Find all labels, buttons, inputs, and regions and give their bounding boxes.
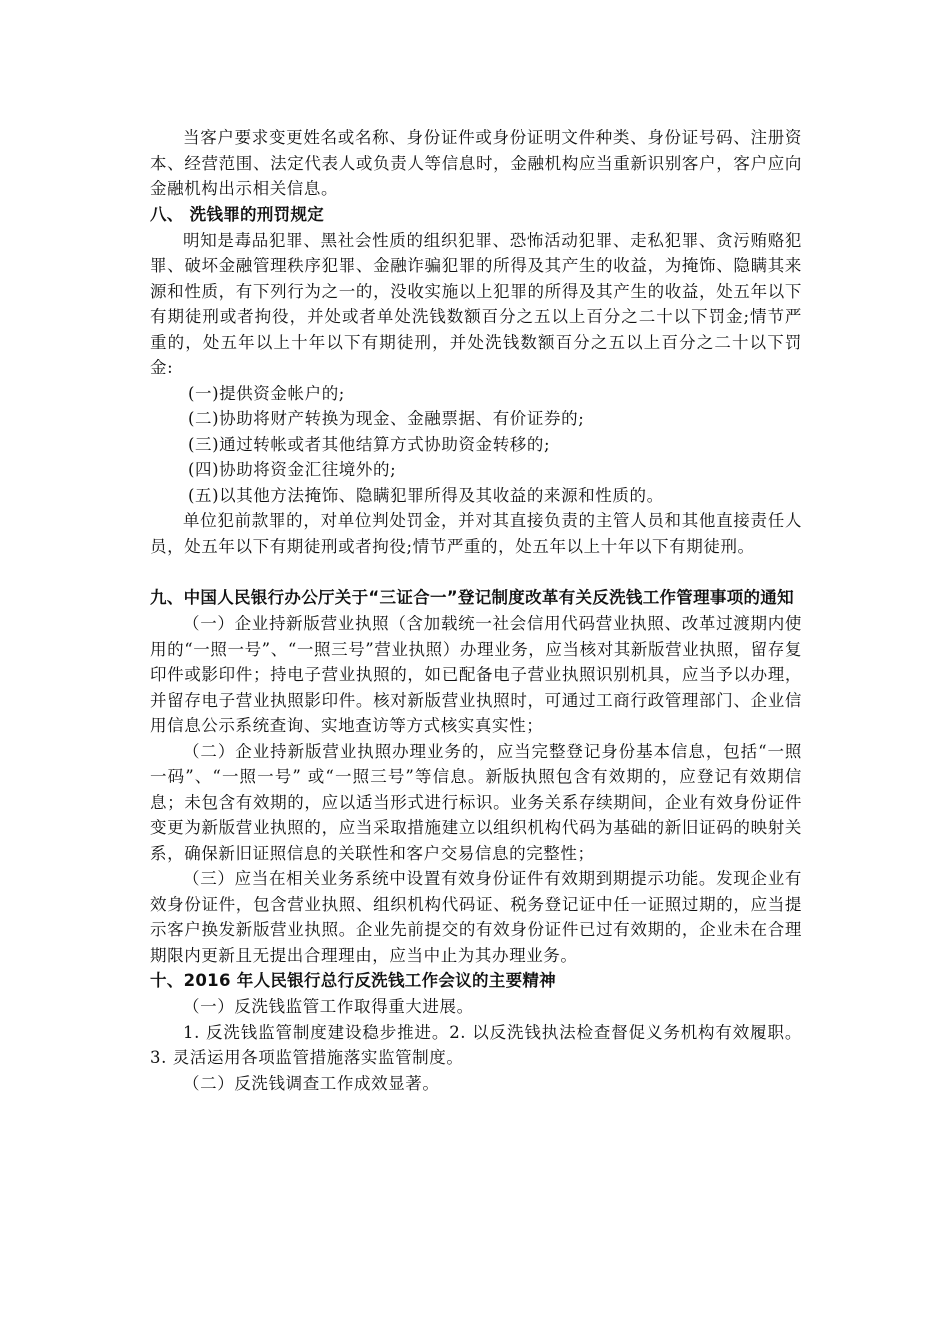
intro-paragraph: 当客户要求变更姓名或名称、身份证件或身份证明文件种类、身份证号码、注册资本、经营范围、法定代表人或负责人等信息时，金融机构应当重新识别客户，客户应向金融机构出示相关信息。 [150, 128, 802, 198]
section-10-paragraph-2: 1. 反洗钱监管制度建设稳步推进。2. 以反洗钱执法检查督促义务机构有效履职。3. 灵活运用各项监管措施落实监管制度。 [150, 1022, 802, 1067]
section-8-item-5: (五)以其他方法掩饰、隐瞒犯罪所得及其收益的来源和性质的。 [187, 485, 664, 505]
section-8-item-4: (四)协助将资金汇往境外的; [187, 460, 397, 479]
section-8-paragraph-1: 明知是毒品犯罪、黑社会性质的组织犯罪、恐怖活动犯罪、走私犯罪、贪污贿赂犯罪、破坏金融管理秩序犯罪、金融诈骗犯罪的所得及其产生的收益，为掩饰、隐瞒其来源和性质，有下列行为之一的，没收实施以上犯罪的所得及其产生的收益，处五年以下有期徒刑或者拘役，并处或者单处洗钱数额百分之五以上百分之二十以下罚金;情节严重的，处五年以上十年以下有期徒刑，并处洗钱数额百分之五以上百分之二十以下罚金: [150, 230, 802, 377]
section-9-paragraph-1: （一）企业持新版营业执照（含加载统一社会信用代码营业执照、改革过渡期内使用的“一照一号”、“一照三号”营业执照）办理业务，应当核对其新版营业执照，留存复印件或影印件；持电子营业执照的，如已配备电子营业执照识别机具，应当予以办理，并留存电子营业执照影印件。核对新版营业执照时，可通过工商行政管理部门、企业信用信息公示系统查询、实地查访等方式核实真实性； [150, 614, 802, 735]
section-8-heading: 八、 洗钱罪的刑罚规定 [150, 204, 325, 224]
section-8-item-2: (二)协助将财产转换为现金、金融票据、有价证券的; [187, 409, 585, 428]
section-10-heading: 十、2016 年人民银行总行反洗钱工作会议的主要精神 [150, 971, 556, 990]
document-page [150, 125, 802, 1096]
section-9-paragraph-2: （二）企业持新版营业执照办理业务的，应当完整登记身份基本信息，包括“一照一码”、“一照一号” 或“一照三号”等信息。新版执照包含有效期的，应登记有效期信息；未包含有效期的，应以适当形式进行标识。业务关系存续期间，企业有效身份证件变更为新版营业执照的，应当采取措施建立以组织机构代码为基础的新旧证码的映射关系，确保新旧证照信息的关联性和客户交易信息的完整性； [150, 741, 802, 863]
section-9-heading: 九、中国人民银行办公厅关于“三证合一”登记制度改革有关反洗钱工作管理事项的通知 [150, 588, 794, 607]
section-10-paragraph-3: （二）反洗钱调查工作成效显著。 [183, 1073, 440, 1093]
section-spacer [150, 559, 802, 585]
section-8-item-1: (一)提供资金帐户的; [187, 383, 345, 403]
section-9-paragraph-3: （三）应当在相关业务系统中设置有效身份证件有效期到期提示功能。发现企业有效身份证件，包含营业执照、组织机构代码证、税务登记证中任一证照过期的，应当提示客户换发新版营业执照。企业先前提交的有效身份证件已过有效期的，企业未在合理期限内更新且无提出合理理由，应当中止为其办理业务。 [150, 869, 802, 965]
section-8-paragraph-2: 单位犯前款罪的，对单位判处罚金，并对其直接负责的主管人员和其他直接责任人员，处五年以下有期徒刑或者拘役;情节严重的，处五年以上十年以下有期徒刑。 [150, 511, 802, 556]
section-8-item-3: (三)通过转帐或者其他结算方式协助资金转移的; [187, 434, 551, 454]
section-10-paragraph-1: （一）反洗钱监管工作取得重大进展。 [183, 997, 474, 1016]
